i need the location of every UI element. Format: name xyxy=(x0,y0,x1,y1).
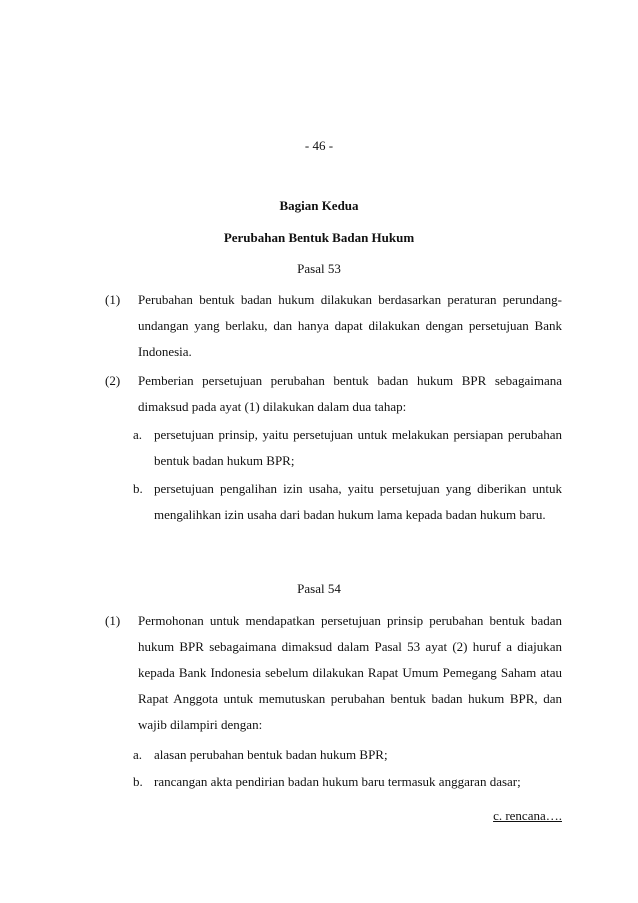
pasal-53-item-b-letter: b. xyxy=(133,481,143,496)
pasal-53-ayat-1-number: (1) xyxy=(105,292,121,307)
pasal-53-heading: Pasal 53 xyxy=(297,261,341,276)
pasal-53-ayat-1-text: Perubahan bentuk badan hukum dilakukan berdasarkan peraturan perundang-undangan yang berlaku, dan hanya dapat dilakukan dengan persetujuan Bank Indonesia. xyxy=(138,292,562,359)
pasal-54-item-a-letter: a. xyxy=(133,747,143,762)
section-title: Perubahan Bentuk Badan Hukum xyxy=(223,230,415,245)
pasal-54-ayat-1-number: (1) xyxy=(105,613,121,628)
pasal-53-ayat-2-number: (2) xyxy=(105,373,121,388)
pasal-53-ayat-2-text: Pemberian persetujuan perubahan bentuk badan hukum BPR sebagaimana dimaksud pada ayat (1) dilakukan dalam dua tahap: xyxy=(138,373,562,414)
section-heading: Bagian Kedua xyxy=(279,198,359,213)
catchword: c. rencana…. xyxy=(493,808,562,823)
pasal-53-item-a-letter: a. xyxy=(133,427,143,442)
page-number: - 46 - xyxy=(304,138,334,153)
pasal-54-heading: Pasal 54 xyxy=(297,581,341,596)
pasal-54-item-b-letter: b. xyxy=(133,774,143,789)
pasal-54-ayat-1-text: Permohonan untuk mendapatkan persetujuan prinsip perubahan bentuk badan hukum BPR sebagaimana dimaksud dalam Pasal 53 ayat (2) huruf a diajukan kepada Bank Indonesia sebelum dilakukan Rapat Umum Pemegang Saham atau Rapat Anggota untuk memutuskan perubahan bentuk badan hukum BPR, dan wajib dilampiri dengan: xyxy=(138,613,562,732)
pasal-53-item-b-text: persetujuan pengalihan izin usaha, yaitu persetujuan yang diberikan untuk mengalihkan izin usaha dari badan hukum lama kepada badan hukum baru. xyxy=(154,481,562,522)
pasal-53-item-a-text: persetujuan prinsip, yaitu persetujuan untuk melakukan persiapan perubahan bentuk badan hukum BPR; xyxy=(154,427,562,468)
pasal-54-item-a-text: alasan perubahan bentuk badan hukum BPR; xyxy=(154,747,388,762)
pasal-54-item-b-text: rancangan akta pendirian badan hukum baru termasuk anggaran dasar; xyxy=(154,774,521,789)
